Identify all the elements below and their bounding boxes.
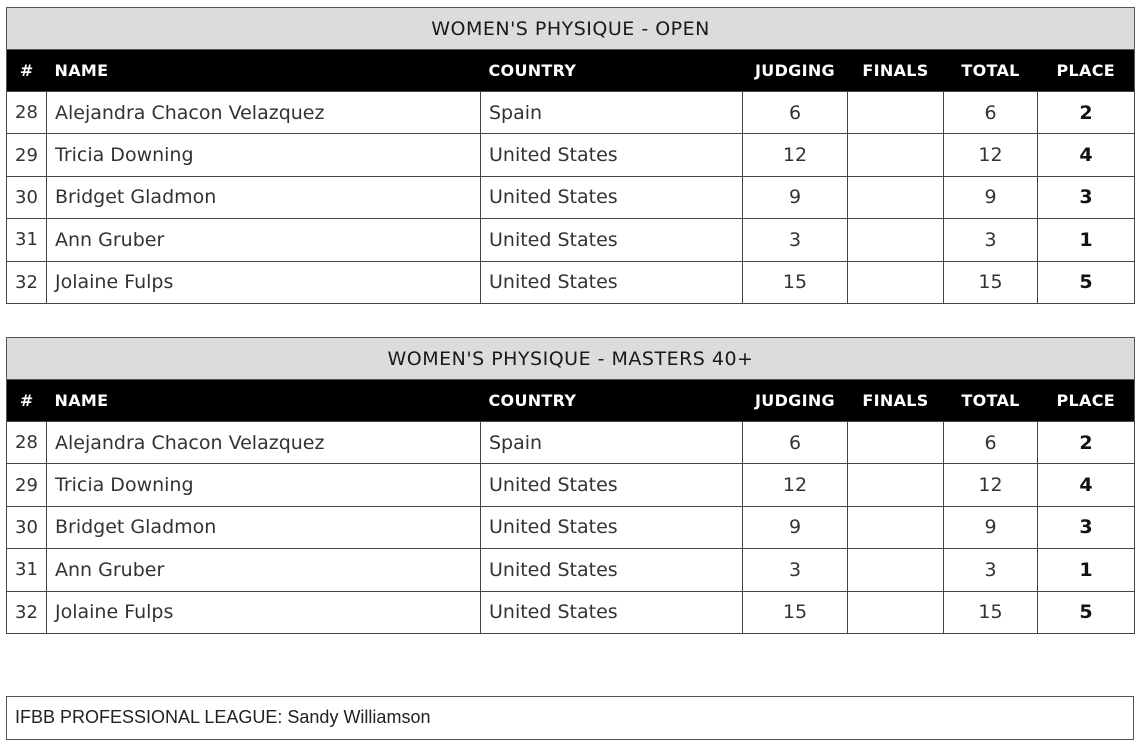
competitor-number: 30 (7, 506, 47, 548)
table-row (7, 506, 1135, 548)
total-score: 3 (944, 549, 1038, 591)
place: 1 (1038, 219, 1135, 261)
judging-score: 15 (743, 261, 848, 303)
table-row (7, 422, 1135, 464)
place: 5 (1038, 591, 1135, 633)
column-header-row (7, 50, 1135, 92)
total-score: 15 (944, 261, 1038, 303)
table-title-row (7, 8, 1135, 50)
column-header-place: PLACE (1038, 50, 1135, 92)
competitor-number: 31 (7, 219, 47, 261)
table-title: WOMEN'S PHYSIQUE - OPEN (7, 8, 1135, 50)
results-table-masters-40 (6, 337, 1135, 634)
column-header-total: TOTAL (944, 50, 1038, 92)
finals-score (848, 176, 944, 218)
judging-score: 12 (743, 134, 848, 176)
table-row (7, 261, 1135, 303)
place: 2 (1038, 422, 1135, 464)
competitor-country: United States (481, 464, 743, 506)
competitor-name: Alejandra Chacon Velazquez (47, 92, 481, 134)
competitor-name: Bridget Gladmon (47, 506, 481, 548)
table-row (7, 134, 1135, 176)
table-title: WOMEN'S PHYSIQUE - MASTERS 40+ (7, 338, 1135, 380)
column-header-total: TOTAL (944, 380, 1038, 422)
finals-score (848, 549, 944, 591)
competitor-number: 30 (7, 176, 47, 218)
judging-score: 9 (743, 506, 848, 548)
column-header-num: # (7, 50, 47, 92)
total-score: 9 (944, 176, 1038, 218)
finals-score (848, 464, 944, 506)
column-header-finals: FINALS (848, 380, 944, 422)
total-score: 12 (944, 464, 1038, 506)
place: 1 (1038, 549, 1135, 591)
judging-score: 12 (743, 464, 848, 506)
competitor-name: Tricia Downing (47, 464, 481, 506)
judging-score: 3 (743, 219, 848, 261)
column-header-judging: JUDGING (743, 50, 848, 92)
total-score: 15 (944, 591, 1038, 633)
competitor-number: 32 (7, 591, 47, 633)
results-table-open (6, 7, 1135, 304)
competitor-number: 31 (7, 549, 47, 591)
total-score: 12 (944, 134, 1038, 176)
total-score: 6 (944, 92, 1038, 134)
column-header-row (7, 380, 1135, 422)
judging-score: 15 (743, 591, 848, 633)
column-header-name: NAME (47, 50, 481, 92)
competitor-number: 28 (7, 422, 47, 464)
column-header-name: NAME (47, 380, 481, 422)
competitor-name: Alejandra Chacon Velazquez (47, 422, 481, 464)
competitor-country: Spain (481, 422, 743, 464)
competitor-name: Jolaine Fulps (47, 261, 481, 303)
place: 3 (1038, 506, 1135, 548)
column-header-finals: FINALS (848, 50, 944, 92)
competitor-name: Bridget Gladmon (47, 176, 481, 218)
competitor-country: United States (481, 549, 743, 591)
competitor-number: 28 (7, 92, 47, 134)
place: 2 (1038, 92, 1135, 134)
footer-text: IFBB PROFESSIONAL LEAGUE: Sandy Williamson (15, 707, 431, 727)
judging-score: 3 (743, 549, 848, 591)
column-header-country: COUNTRY (481, 380, 743, 422)
judging-score: 9 (743, 176, 848, 218)
column-header-place: PLACE (1038, 380, 1135, 422)
competitor-number: 32 (7, 261, 47, 303)
column-header-judging: JUDGING (743, 380, 848, 422)
competitor-country: United States (481, 219, 743, 261)
table-row (7, 464, 1135, 506)
total-score: 3 (944, 219, 1038, 261)
table-row (7, 92, 1135, 134)
finals-score (848, 422, 944, 464)
total-score: 9 (944, 506, 1038, 548)
table-row (7, 591, 1135, 633)
table-row (7, 176, 1135, 218)
place: 3 (1038, 176, 1135, 218)
competitor-country: United States (481, 134, 743, 176)
competitor-number: 29 (7, 464, 47, 506)
competitor-country: United States (481, 261, 743, 303)
finals-score (848, 506, 944, 548)
place: 5 (1038, 261, 1135, 303)
footer-credit (6, 696, 1134, 740)
competitor-name: Ann Gruber (47, 219, 481, 261)
judging-score: 6 (743, 422, 848, 464)
column-header-num: # (7, 380, 47, 422)
column-header-country: COUNTRY (481, 50, 743, 92)
judging-score: 6 (743, 92, 848, 134)
competitor-country: United States (481, 591, 743, 633)
finals-score (848, 261, 944, 303)
competitor-name: Tricia Downing (47, 134, 481, 176)
table-row (7, 549, 1135, 591)
finals-score (848, 134, 944, 176)
finals-score (848, 92, 944, 134)
competitor-country: Spain (481, 92, 743, 134)
place: 4 (1038, 134, 1135, 176)
competitor-number: 29 (7, 134, 47, 176)
finals-score (848, 219, 944, 261)
place: 4 (1038, 464, 1135, 506)
competitor-country: United States (481, 176, 743, 218)
finals-score (848, 591, 944, 633)
competitor-country: United States (481, 506, 743, 548)
competitor-name: Jolaine Fulps (47, 591, 481, 633)
table-title-row (7, 338, 1135, 380)
competitor-name: Ann Gruber (47, 549, 481, 591)
table-row (7, 219, 1135, 261)
total-score: 6 (944, 422, 1038, 464)
